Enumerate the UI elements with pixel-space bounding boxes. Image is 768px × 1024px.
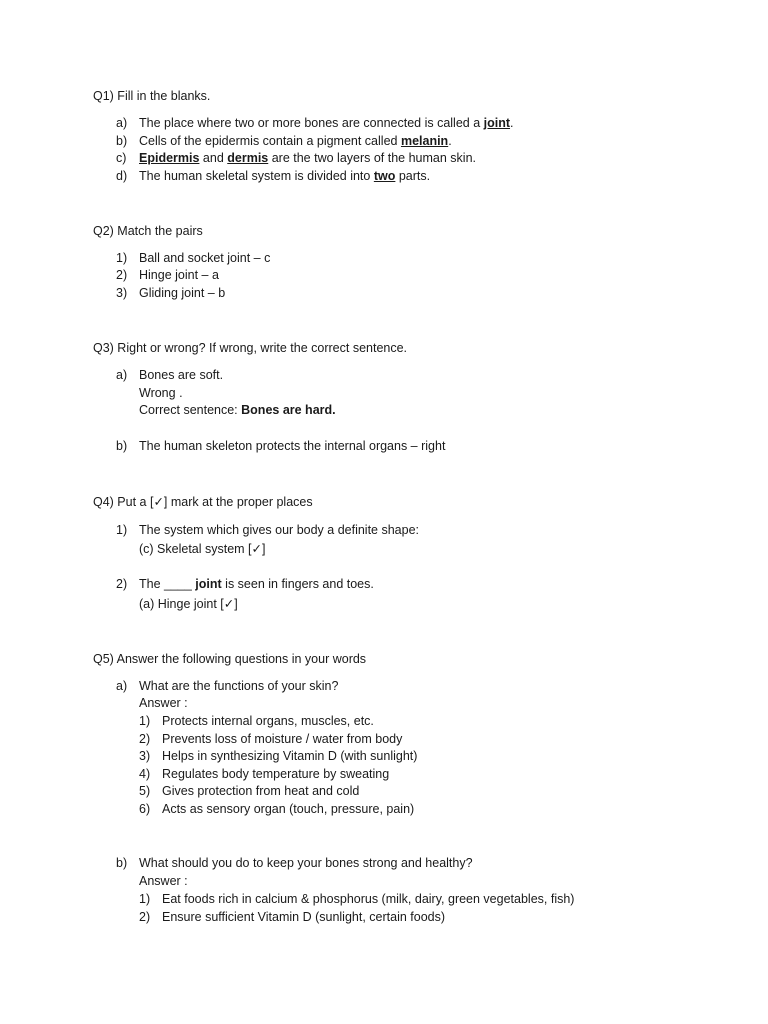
q1-d-text: [139, 167, 430, 185]
q5-a-5-marker: 5): [139, 784, 151, 798]
q4-1-question: The system which gives our body a definite shape:: [139, 523, 420, 537]
q5-b-question: What should you do to keep your bones strong and healthy?: [139, 856, 473, 870]
q4-2-post: is seen in fingers and toes.: [221, 577, 374, 591]
q4-2-pre: The ____: [139, 577, 196, 591]
q5-a-4-text: Regulates body temperature by sweating: [162, 767, 390, 781]
q5-a-question: What are the functions of your skin?: [139, 679, 339, 693]
q5-a-3-text: Helps in synthesizing Vitamin D (with sunlight): [162, 749, 418, 763]
q1-d-pre: The human skeletal system is divided into: [139, 169, 374, 183]
q5-a-2-text: Prevents loss of moisture / water from body: [162, 732, 403, 746]
q3-title: Q3) Right or wrong? If wrong, write the correct sentence.: [93, 341, 408, 355]
q4-2-marker: 2): [116, 577, 128, 591]
q5-a-marker: a): [116, 679, 128, 693]
q4-1-answer: (c) Skeletal system [✓]: [139, 542, 266, 556]
q5-a-4-marker: 4): [139, 767, 151, 781]
q5-b-2-marker: 2): [139, 910, 151, 924]
q1-c-post: are the two layers of the human skin.: [268, 151, 476, 165]
q1-a-marker: a): [116, 116, 128, 130]
q1-d-marker: d): [116, 169, 128, 183]
q5-a-5-text: Gives protection from heat and cold: [162, 784, 360, 798]
q1-d-post: parts.: [395, 169, 431, 183]
q3-b-statement: The human skeleton protects the internal organs – right: [139, 439, 446, 453]
q3-a-correct: [139, 401, 336, 419]
q5-a-3-marker: 3): [139, 749, 151, 763]
q2-1-text: Ball and socket joint – c: [139, 251, 271, 265]
q5-a-6-marker: 6): [139, 802, 151, 816]
q5-b-answer-label: Answer :: [139, 874, 188, 888]
q3-a-correct-answer: Bones are hard.: [241, 403, 336, 417]
q4-title: Q4) Put a [✓] mark at the proper places: [93, 495, 313, 509]
q1-c-answer1: Epidermis: [139, 151, 200, 165]
q5-a-6-text: Acts as sensory organ (touch, pressure, pain): [162, 802, 415, 816]
q2-2-marker: 2): [116, 268, 128, 282]
q5-b-marker: b): [116, 856, 128, 870]
q2-2-text: Hinge joint – a: [139, 268, 219, 282]
q3-b-marker: b): [116, 439, 128, 453]
q1-c-marker: c): [116, 151, 127, 165]
q1-a-pre: The place where two or more bones are connected is called a: [139, 116, 484, 130]
q5-title: Q5) Answer the following questions in your words: [93, 652, 367, 666]
q1-a-post: .: [510, 116, 514, 130]
q1-c-mid: and: [199, 151, 228, 165]
q2-title: Q2) Match the pairs: [93, 224, 203, 238]
q5-a-1-marker: 1): [139, 714, 151, 728]
q1-b-text: [139, 132, 452, 150]
q3-a-marker: a): [116, 368, 128, 382]
q2-3-marker: 3): [116, 286, 128, 300]
q4-1-marker: 1): [116, 523, 128, 537]
q1-c-answer2: dermis: [227, 151, 269, 165]
q3-a-verdict: Wrong .: [139, 386, 183, 400]
q1-b-pre: Cells of the epidermis contain a pigment called: [139, 134, 401, 148]
q1-d-answer: two: [373, 169, 396, 183]
q1-b-post: .: [448, 134, 452, 148]
q1-b-marker: b): [116, 134, 128, 148]
q5-b-1-text: Eat foods rich in calcium & phosphorus (milk, dairy, green vegetables, fish): [162, 892, 575, 906]
q5-a-1-text: Protects internal organs, muscles, etc.: [162, 714, 374, 728]
q4-2-answer: (a) Hinge joint [✓]: [139, 597, 238, 611]
q3-a-correct-label: Correct sentence:: [139, 403, 242, 417]
q5-a-answer-label: Answer :: [139, 696, 188, 710]
q5-b-1-marker: 1): [139, 892, 151, 906]
q2-3-text: Gliding joint – b: [139, 286, 226, 300]
q1-c-text: [139, 149, 476, 167]
q1-a-answer: joint: [483, 116, 511, 130]
q4-2-question: [139, 575, 374, 593]
q3-a-statement: Bones are soft.: [139, 368, 224, 382]
q5-b-2-text: Ensure sufficient Vitamin D (sunlight, certain foods): [162, 910, 446, 924]
q2-1-marker: 1): [116, 251, 128, 265]
q5-a-2-marker: 2): [139, 732, 151, 746]
q1-a-text: [139, 114, 514, 132]
q1-b-answer: melanin: [400, 134, 449, 148]
q1-title: Q1) Fill in the blanks.: [93, 89, 211, 103]
q4-2-bold: joint: [195, 577, 222, 591]
